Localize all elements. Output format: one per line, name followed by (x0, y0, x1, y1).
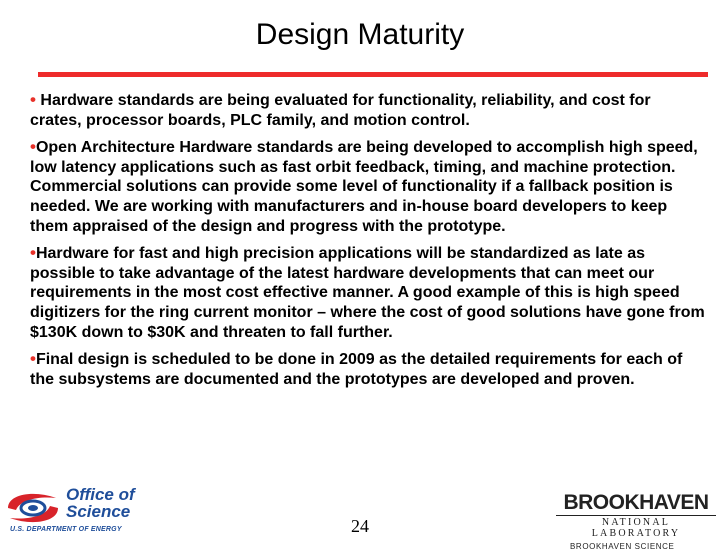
bullet-dot-icon: • (30, 137, 36, 157)
bullet-list (30, 90, 705, 396)
bullet-text: Open Architecture Hardware standards are being developed to accomplish high speed, low latency applications such as fast orbit feedback, timing, and machine protection. Commercial solutions can provide some level of functionality if a fallback position is needed. We are working with manufacturers and in-house board developers to keep them appraised of the design and progress with the prototype. (30, 139, 698, 235)
bnl-lab: NATIONAL LABORATORY (556, 515, 716, 539)
bullet-item (30, 90, 705, 130)
slide-title: Design Maturity (255, 18, 465, 51)
doe-office-of-science-logo (0, 486, 160, 540)
page-number: 24 (351, 516, 369, 536)
office-of-science-wordmark (66, 486, 135, 520)
logo-line1: Office of (66, 485, 135, 504)
logo-line2: Science (66, 502, 131, 521)
doe-subtitle: U.S. DEPARTMENT OF ENERGY (10, 526, 122, 533)
title-divider (38, 72, 708, 77)
bnl-name: BROOKHAVEN (563, 491, 709, 514)
bullet-dot-icon: • (30, 90, 36, 109)
bullet-item (30, 137, 705, 236)
bullet-item (30, 243, 705, 342)
bullet-text: Hardware standards are being evaluated for functionality, reliability, and cost for crates, processor boards, PLC family, and motion control. (30, 92, 651, 129)
bnl-sub: BROOKHAVEN SCIENCE (570, 542, 675, 551)
bullet-item (30, 349, 705, 389)
bullet-text: Hardware for fast and high precision applications will be standardized as late as possible to take advantage of the latest hardware developments that can meet our requirements in the most cost effective manner. A good example of this is high speed digitizers for the ring current monitor – where the cost of good solutions have gone from $130K down to $30K and threaten to fall further. (30, 245, 705, 341)
bullet-dot-icon: • (30, 349, 36, 369)
bullet-text: Final design is scheduled to be done in 2009 as the detailed requirements for each of the subsystems are documented and the prototypes are developed and proven. (30, 351, 683, 388)
doe-swirl-icon (4, 488, 62, 528)
brookhaven-logo (556, 492, 716, 551)
bullet-dot-icon: • (30, 243, 36, 263)
